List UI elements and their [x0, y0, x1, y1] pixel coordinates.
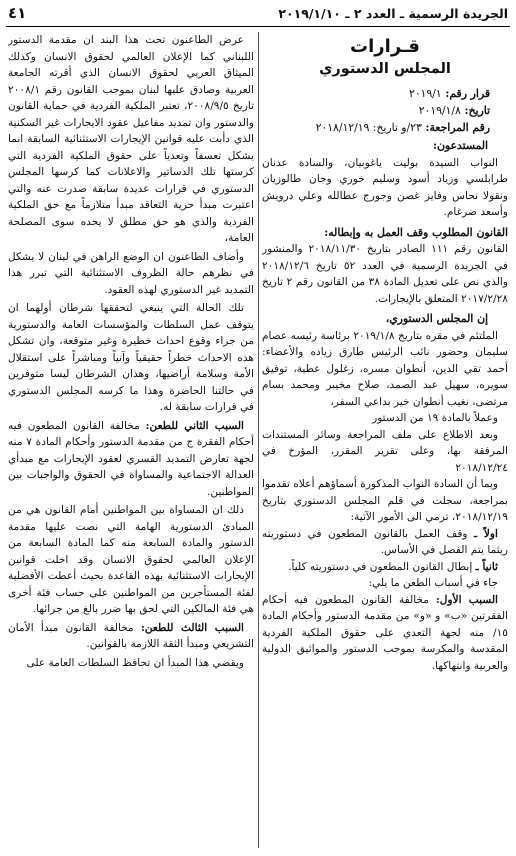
law-heading: القانون المطلوب وقف العمل به وإبطاله:	[324, 225, 508, 239]
left-paragraph-7: ويقضي هذا المبدأ ان تحافظ السلطات العامة على	[26, 656, 244, 669]
page-header	[6, 4, 510, 27]
second-ground-lead: السبب الثاني للطعن:	[145, 419, 245, 432]
decision-date-value: ٢٠١٩/١/٨	[418, 104, 461, 117]
council-heading: إن المجلس الدستوري،	[385, 312, 488, 325]
request-first	[262, 526, 508, 559]
page-number: ٤١	[8, 4, 27, 22]
request-first-lead: اولاً ـ	[474, 527, 498, 540]
grounds-intro: جاء في أسباب الطعن ما يلي:	[368, 577, 498, 589]
review-number-label: رقم المراجعة:	[425, 121, 490, 134]
section-title: قـرارات	[350, 36, 420, 57]
council-paragraph-2: وعملاً بالمادة ١٩ من الدستور	[372, 412, 498, 424]
right-column	[262, 32, 508, 850]
law-paragraph: القانون رقم ١١١ الصادر بتاريخ ٢٠١٨/١١/٣٠ والمنشور في الجريدة الرسمية في العدد ٥٢ تاريخ ٢٠١٨/١٢/٦ والذي نص على تعديل المادة ٣٨ من القانون رقم ٢ تاريخ ٢٠١٧/٢/٢٨ المتعلق بالإيجارات.	[262, 243, 508, 305]
first-ground-text: مخالفة القانون المطعون فيه أحكام الفقرتين «ب» و «و» من مقدمة الدستور وأحكام المادة ١٥/ منه لجهة التعدي على حقوق الملكية الفردية المقدسة والمكرسة بموجب الدستور والمواثيق الدولية والعربية وانتهاكها.	[262, 593, 508, 672]
decision-number	[262, 85, 508, 102]
third-ground-lead: السبب الثالث للطعن:	[140, 621, 244, 634]
decision-number-value: ٢٠١٩/١	[408, 87, 442, 100]
section-subtitle: المجلس الدستوري	[319, 61, 451, 77]
request-second-lead: ثانياً ـ	[475, 560, 498, 573]
left-paragraph-3: تلك الحالة التي ينبغي لتحققها شرطان أولهما ان يتوقف عمل السلطات والمؤسسات العامة والدستورية من جراء وقوع احداث خطيرة وغير متوقعة، وان تشكل هذه الاحداث خطراً حقيقياً وآنياً ومباشراً على استقلال الأمة وسلامة أراضيها، وهذان الشرطان ليسا متوفرين في حالتنا الحاضرة وهذا ما كرسه المجلس الدستوري في قرارات سابقة له.	[8, 302, 254, 413]
left-column	[8, 32, 254, 850]
council-paragraph-3: وبعد الاطلاع على ملف المراجعة وسائر المستندات المرفقة بها، وعلى تقرير المقرر، المؤرخ في ٢٠١٨/١٢/٢٤	[262, 428, 508, 474]
left-paragraph-5: ذلك ان المساواة بين المواطنين أمام القانون هي من المبادئ الدستورية الهامة التي نصت عليها مقدمة الدستور والمادة السابعة منه كما المادة السابعة من الإعلان العالمي لحقوق الانسان وقد اخلت قوانين الإيجارات الاستثنائية بهذه القاعدة بحيث أعطت الأفضلية لفئة المستأجرين من المواطنين على حساب فئة أخرى هي فئة المالكين التي لحق بها ضرر بالغ من جرائها.	[8, 504, 254, 615]
request-second	[262, 559, 508, 576]
second-ground-text: مخالفة القانون المطعون فيه أحكام الفقرة ج من مقدمة الدستور وأحكام المادة ٧ منه لجهة تعارض التمديد القسري لعقود الإيجارات مع مبدأي العدالة الاجتماعية والمساواة في الحقوق والواجبات بين المواطنين.	[8, 419, 254, 498]
review-number	[262, 119, 508, 136]
left-paragraph-2: وأضاف الطاعنون ان الوضع الراهن في لبنان لا يشكل في نظرهم حالة الظروف الاستثنائية التي تبرر هذا التمديد غير الدستوري لهذه العقود.	[8, 250, 254, 296]
review-number-value: ٢٣/و تاريخ: ٢٠١٨/١٢/١٩	[315, 121, 422, 134]
request-first-text: وقف العمل بالقانون المطعون في دستوريته ريثما يتم الفصل في الأساس.	[262, 527, 508, 556]
decision-number-label: قرار رقم:	[445, 87, 490, 100]
first-ground-lead: السبب الأول:	[435, 593, 499, 606]
gazette-header-title: الجريدة الرسمية ـ العدد ٢ ـ ٢٠١٩/١/١٠	[278, 6, 508, 21]
decision-date-label: تاريخ:	[464, 104, 490, 117]
third-ground	[8, 620, 254, 653]
request-second-text: إبطال القانون المطعون في دستوريته كلياً.	[288, 560, 473, 573]
decision-date	[262, 102, 508, 119]
column-divider	[258, 32, 259, 848]
first-ground	[262, 592, 508, 675]
council-paragraph-1: الملتئم في مقره بتاريخ ٢٠١٩/١/٨ برئاسة رئيسه عصام سليمان وحضور نائب الرئيس طارق زياده والأعضاء: أحمد تقي الدين، أنطوان مسره، زغلول عطية، توفيق سويره، سهيل عبد الصمد، صلاح مخيبر ومحمد بسام مرتضى، نغيب أنطوان خير بداعي السفر،	[262, 329, 508, 408]
left-paragraph-1: عرض الطاعنون تحت هذا البند ان مقدمة الدستور اللبناني كما الإعلان العالمي لحقوق الانسان وكذلك الميثاق العربي لحقوق الانسان الذي أقرته الجامعة العربية وصادق عليها لبنان بموجب القانون رقم ٢٠٠٨/١ تاريخ ٢٠٠٨/٩/٥، تعتبر الملكية الفردية في حماية القانون والدستور وان تمديد مفاعيل عقود الايجارات غير السكنية الذي دأبت عليه قوانين الإيجارات الاستثنائية السابقة انما يشكل تعسفاً وتعدياً على حقوق الملكية الفردية التي كرستها تلك الدساتير والاعلانات كما كرسها المجلس الدستوري في قرارات عديدة سابقة صدرت عنه والتي اعتبرت مبدأ حرية التعاقد مبدأ متلازماً مع حق الملكية الفردية والذي هو حق مطلق لا يحده سوى المصلحة العامة،	[8, 34, 254, 244]
third-ground-text: مخالفة القانون مبدأ الأمان التشريعي ومبدأ الثقة اللازمة بالقوانين.	[8, 621, 254, 650]
council-paragraph-4: وبما أن السادة النواب المذكورة أسماؤهم أعلاه تقدموا بمراجعة، سجلت في قلم المجلس الدستوري بتاريخ ٢٠١٨/١٢/١٩، ترمي الى الأمور الآتية:	[262, 478, 508, 523]
petitioners-paragraph: النواب السيدة بوليت ياغوبيان، والسادة عدنان طرابلسي وزياد أسود وسليم خوري وجان طالوزيان ونقولا نحاس وفايز غصن وجورج عطالله وعلي درويش وأسعد ضرغام.	[262, 156, 508, 218]
petitioners-heading: المستدعون:	[432, 139, 488, 152]
second-ground	[8, 418, 254, 501]
